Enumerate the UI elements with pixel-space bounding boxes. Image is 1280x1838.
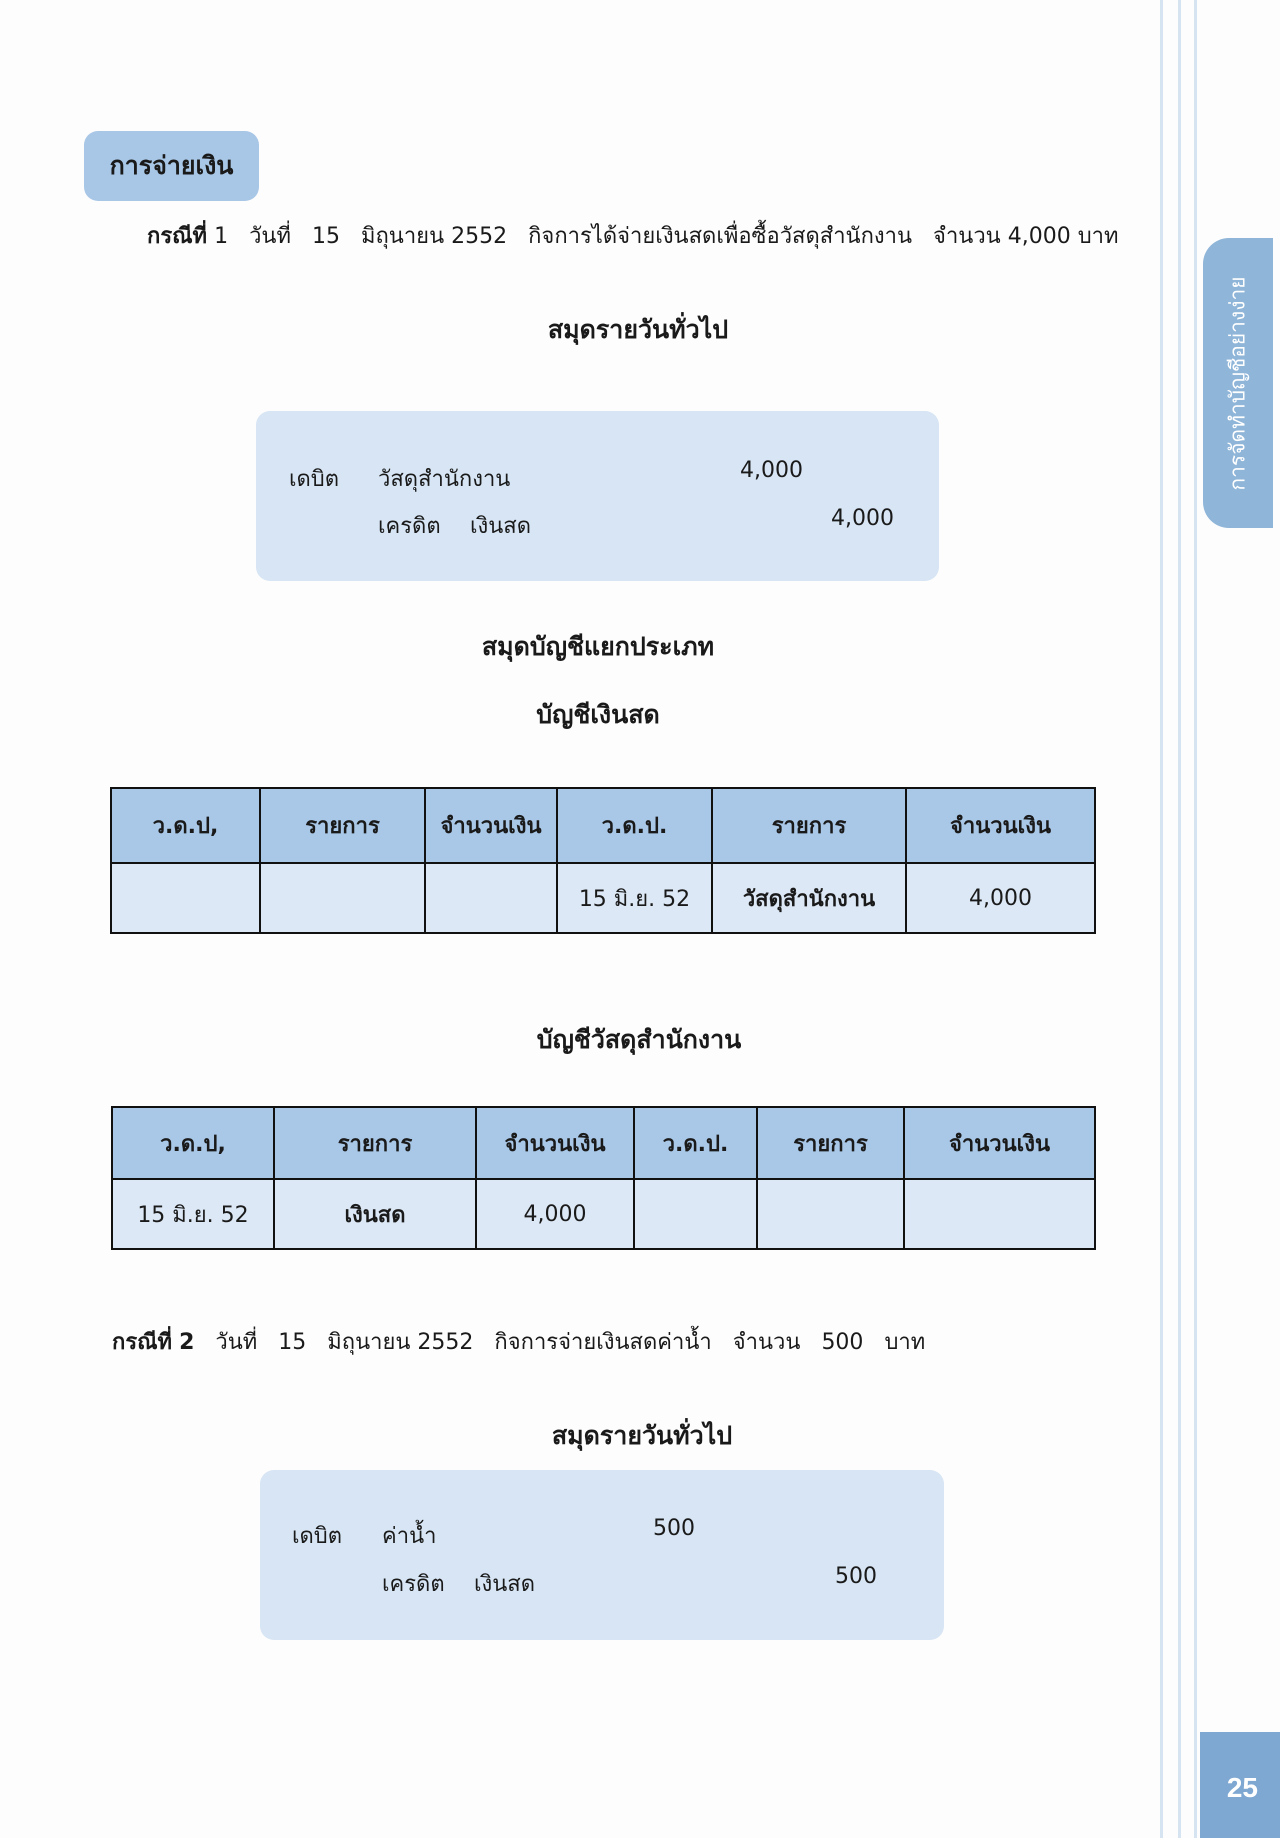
- case1-amount: จำนวน 4,000 บาท: [933, 224, 1119, 249]
- case2-line: [112, 1324, 939, 1359]
- credit-amount: 500: [835, 1564, 877, 1589]
- table-cell: [111, 863, 260, 933]
- column-header: จำนวนเงิน: [906, 788, 1095, 863]
- case1-day-word: วันที่: [249, 224, 291, 249]
- table-cell: [757, 1179, 904, 1249]
- debit-label: เดบิต: [289, 467, 340, 492]
- case2-month-year: มิถุนายน 2552: [327, 1330, 474, 1355]
- credit-label: เครดิต: [378, 514, 441, 539]
- case2-day-word: วันที่: [215, 1330, 258, 1355]
- case2-number: 2: [179, 1330, 195, 1355]
- column-header: รายการ: [260, 788, 425, 863]
- cash-account-heading: บัญชีเงินสด: [536, 700, 660, 729]
- margin-line: [1160, 0, 1163, 1838]
- case2-journal-heading: สมุดรายวันทั่วไป: [551, 1421, 733, 1450]
- table-cell: 4,000: [906, 863, 1095, 933]
- case1-month-year: มิถุนายน 2552: [360, 224, 508, 249]
- case1-day: 15: [311, 224, 340, 249]
- credit-label: เครดิต: [382, 1572, 445, 1597]
- table-cell: [634, 1179, 757, 1249]
- case2-unit: บาท: [884, 1330, 926, 1355]
- table-cell: วัสดุสำนักงาน: [712, 863, 906, 933]
- ledger-heading: สมุดบัญชีแยกประเภท: [481, 632, 715, 661]
- case2-journal-box: [260, 1470, 944, 1640]
- column-header: รายการ: [274, 1107, 476, 1179]
- table-cell: [425, 863, 557, 933]
- page-number: 25: [1226, 1772, 1258, 1803]
- debit-amount: 500: [653, 1516, 695, 1541]
- column-header: จำนวนเงิน: [476, 1107, 634, 1179]
- debit-label: เดบิต: [292, 1524, 343, 1549]
- table-cell: 4,000: [476, 1179, 634, 1249]
- cash-ledger-table: [110, 787, 1096, 934]
- table-header-row: [112, 1107, 1095, 1179]
- supplies-ledger-table: [111, 1106, 1096, 1250]
- case1-label: กรณีที่: [147, 224, 208, 249]
- table-cell: [904, 1179, 1095, 1249]
- case2-day: 15: [278, 1330, 307, 1355]
- column-header: จำนวนเงิน: [904, 1107, 1095, 1179]
- chapter-tab-label: การจัดทำบัญชีอย่างง่าย: [1225, 275, 1250, 491]
- debit-account: ค่าน้ำ: [382, 1524, 437, 1549]
- table-cell: เงินสด: [274, 1179, 476, 1249]
- case1-journal-box: [256, 411, 939, 581]
- margin-line: [1178, 0, 1181, 1838]
- column-header: ว.ด.ป,: [111, 788, 260, 863]
- column-header: ว.ด.ป.: [557, 788, 712, 863]
- table-row: [112, 1179, 1095, 1249]
- case1-number: 1: [214, 224, 229, 249]
- margin-line: [1194, 0, 1197, 1838]
- supplies-account-heading: บัญชีวัสดุสำนักงาน: [536, 1025, 742, 1054]
- debit-account: วัสดุสำนักงาน: [378, 467, 511, 492]
- table-cell: 15 มิ.ย. 52: [557, 863, 712, 933]
- credit-account: เงินสด: [470, 514, 532, 539]
- table-row: [111, 863, 1095, 933]
- chapter-side-tab: [1203, 238, 1273, 528]
- credit-amount: 4,000: [831, 506, 894, 531]
- column-header: รายการ: [712, 788, 906, 863]
- column-header: รายการ: [757, 1107, 904, 1179]
- table-cell: 15 มิ.ย. 52: [112, 1179, 274, 1249]
- case1-description: กิจการได้จ่ายเงินสดเพื่อซื้อวัสดุสำนักงาน: [528, 224, 913, 249]
- case1-line: [147, 218, 1133, 253]
- table-cell: [260, 863, 425, 933]
- column-header: จำนวนเงิน: [425, 788, 557, 863]
- credit-account: เงินสด: [474, 1572, 536, 1597]
- case2-description: กิจการจ่ายเงินสดค่าน้ำ: [494, 1330, 712, 1355]
- case2-amount: 500: [821, 1330, 864, 1355]
- column-header: ว.ด.ป.: [634, 1107, 757, 1179]
- section-title: การจ่ายเงิน: [84, 131, 259, 201]
- column-header: ว.ด.ป,: [112, 1107, 274, 1179]
- case1-journal-heading: สมุดรายวันทั่วไป: [547, 315, 729, 344]
- debit-amount: 4,000: [740, 458, 803, 483]
- case2-amount-word: จำนวน: [732, 1330, 801, 1355]
- table-header-row: [111, 788, 1095, 863]
- case2-label: กรณีที่: [112, 1330, 173, 1355]
